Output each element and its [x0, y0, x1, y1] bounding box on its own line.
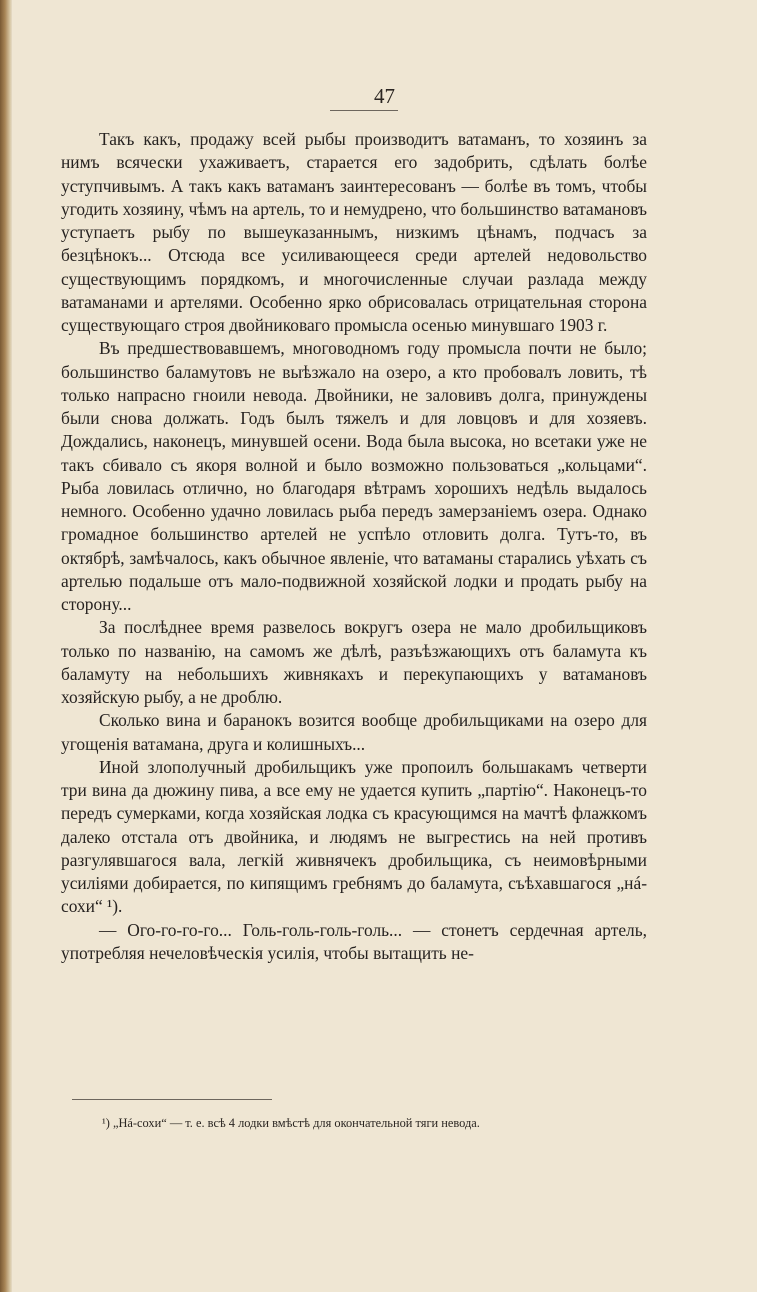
- body-text: [61, 128, 647, 965]
- paragraph: Иной злополучный дробильщикъ уже пропоилъ большакамъ четверти три вина да дюжину пива, а все ему не удается купить „партiю“. Наконецъ-то передъ сумерками, когда хозяйская лодка съ красующимся на мачтѣ флажкомъ далеко отстала отъ двойника, и людямъ не выгрестись на ней противъ разгулявшагося вала, легкiй живнячекъ дробильщика, съ неимовѣрными усилiями добирается, по кипящимъ гребнямъ до баламута, съѣхавшагося „нá-сохи“ ¹).: [61, 756, 647, 917]
- page-number-rule: [330, 110, 398, 111]
- paragraph: За послѣднее время развелось вокругъ озера не мало дробильщиковъ только по названiю, на самомъ же дѣлѣ, разъѣзжающихъ отъ баламута къ баламуту на небольшихъ живнякахъ и перекупающихъ у ватамановъ хозяйскую рыбу, а не дроблю.: [61, 617, 647, 707]
- footnote-rule: [72, 1099, 272, 1100]
- paragraph: Сколько вина и баранокъ возится вообще дробильщиками на озеро для угощенiя ватамана, друга и колишныхъ...: [61, 710, 647, 754]
- paragraph: — Ого-го-го-го... Голь-голь-голь-голь... — стонетъ сердечная артель, употребляя нечеловѣческiя усилiя, чтобы вытащить не-: [61, 919, 647, 963]
- paragraph: Такъ какъ, продажу всей рыбы производитъ ватаманъ, то хозяинъ за нимъ всячески ухаживаетъ, старается его задобрить, сдѣлать болѣе уступчивымъ. А такъ какъ ватаманъ заинтересованъ — болѣе въ томъ, чтобы угодить хозяину, чѣмъ на артель, то и немудрено, что большинство ватамановъ уступаетъ рыбу по вышеуказаннымъ, низкимъ цѣнамъ, подчасъ за безцѣнокъ... Отсюда все усиливающееся среди артелей недовольство существующимъ порядкомъ, и многочисленные случаи разлада между ватаманами и артелями. Особенно ярко обрисовалась отрицательная сторона существующаго строя двойниковаго промысла осенью минувшаго 1903 г.: [61, 129, 647, 335]
- book-spine-edge: [0, 0, 12, 1292]
- page-number: 47: [374, 84, 395, 108]
- footnote: ¹) „Нá-сохи“ — т. е. всѣ 4 лодки вмѣстѣ для окончательной тяги невода.: [102, 1116, 480, 1130]
- book-page: [12, 0, 757, 1292]
- paragraph: Въ предшествовавшемъ, многоводномъ году промысла почти не было; большинство баламутовъ не выѣзжало на озеро, а кто пробовалъ ловить, тѣ только напрасно гноили невода. Двойники, не заловивъ долга, принуждены были снова должать. Годъ былъ тяжелъ и для ловцовъ и для хозяевъ. Дождались, наконецъ, минувшей осени. Вода была высока, но всетаки уже не такъ сбивало съ якоря волной и было возможно пользоваться „кольцами“. Рыба ловилась отлично, но благодаря вѣтрамъ хорошихъ недѣль выдалось немного. Особенно удачно ловилась рыба передъ замерзанiемъ озера. Однако громадное большинство артелей не успѣло отловить долга. Тутъ-то, въ октябрѣ, замѣчалось, какъ обычное явленiе, что ватаманы старались уѣхать съ артелью подальше отъ мало-подвижной хозяйской лодки и продать рыбу на сторону...: [61, 338, 647, 614]
